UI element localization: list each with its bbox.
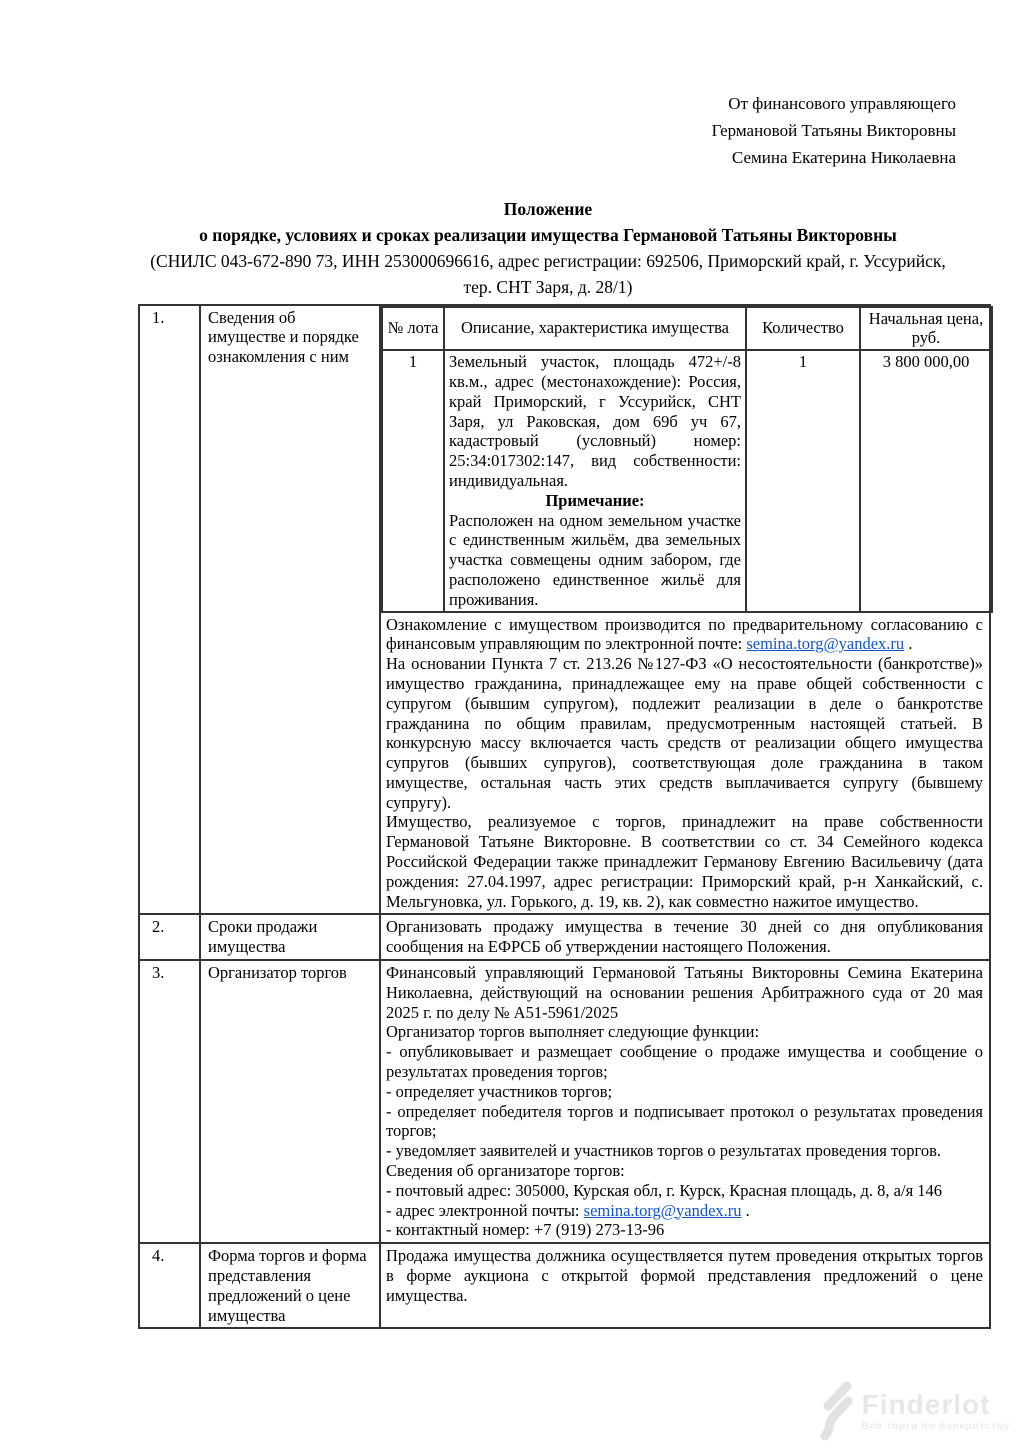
row-label-cell: Сведения об имуществе и порядке ознакомления с ним [200,305,380,915]
table-row [139,1243,990,1328]
row-number-cell: 2. [139,914,200,960]
row-content-cell [380,960,990,1243]
quantity-col-header: Количество [746,307,860,351]
lot-col-header: № лота [382,307,444,351]
addressee-block [138,0,958,172]
lot-data-row [382,350,992,611]
familiarization-text: Ознакомление с имуществом производится по предварительному согласованию с финансовым управляющим по электронной почте: [386,614,983,654]
debtor-details: (СНИЛС 043-672-890 73, ИНН 253000696616, адрес регистрации: 692506, Приморский край, г. Уссурийск, тер. СНТ Заря, д. 28/1) [150,251,946,298]
auction-form-text: Продажа имущества должника осуществляется путем проведения открытых торгов в форме аукциона с открытой формой представления предложений о цене имущества. [386,1246,983,1305]
email-item-end: . [741,1200,750,1220]
phone-item: - контактный номер: +7 (919) 273-13-96 [386,1220,665,1240]
finderlot-tagline-text: Все торги по банкротству [861,1419,1010,1432]
familiarization-paragraph [386,615,983,655]
finderlot-watermark [813,1380,1010,1442]
lot-header-row [382,307,992,351]
addressee-line: От финансового управляющего [728,94,956,113]
lot-quantity-cell: 1 [746,350,860,611]
row-number-cell: 1. [139,305,200,915]
row-content-cell [380,1243,990,1328]
email-item [386,1201,983,1221]
familiarization-text-end: . [904,634,913,654]
property-info-paragraphs [381,613,989,914]
lot-description-cell [444,350,746,611]
document-content [138,0,984,1329]
row-label-cell: Организатор торгов [200,960,380,1243]
addressee-line: Семина Екатерина Николаевна [731,148,956,168]
email-link[interactable]: semina.torg@yandex.ru [583,1200,742,1220]
description-col-header: Описание, характеристика имущества [444,307,746,351]
note-text: Расположен на одном земельном участке с единственным жильём, два земельных участка совмещены одним забором, где расположено единственное жильё для проживания. [449,510,741,609]
title-block [138,196,958,301]
row-number-cell: 3. [139,960,200,1243]
price-col-header: Начальная цена, руб. [860,307,992,351]
row-label-cell: Сроки продажи имущества [200,914,380,960]
provisions-table [138,304,991,1330]
note-title: Примечание: [545,490,645,510]
legal-basis-paragraph: На основании Пункта 7 ст. 213.26 №127-ФЗ «О несостоятельности (банкротстве)» имущество гражданина, принадлежащее ему на праве общей собственности с супругом (бывшим супругом), подлежит реализации в деле о банкротстве гражданина по общим правилам, предусмотренным настоящей статьей. В конкурсную массу включается часть средств от реализации общего имущества супругов (бывших супругов), соответствующая доле гражданина в таком имуществе, остальная часть этих средств выплачивается супругу (бывшему супругу). [386,654,983,812]
function-item: - определяет победителя торгов и подписывает протокол о результатах проведения торгов; [386,1101,983,1141]
lot-price-cell: 3 800 000,00 [860,350,992,611]
ownership-paragraph: Имущество, реализуемое с торгов, принадлежит на праве собственности Германовой Татьяне Викторовне. В соответствии со ст. 34 Семейного кодекса Российской Федерации также принадлежит Германову Евгению Васильевичу (дата рождения: 27.04.1997, адрес регистрации: Приморский край, р-н Ханкайский, с. Мельгуновка, ул. Горького, д. 19, кв. 2), как совместно нажитое имущество. [386,812,983,911]
row-number-cell: 4. [139,1243,200,1328]
function-item: - определяет участников торгов; [386,1081,613,1101]
document-subtitle-bold: о порядке, условиях и сроках реализации имущества Германовой Татьяны Викторовны [199,224,897,245]
table-row [139,914,990,960]
organizer-paragraph: Финансовый управляющий Германовой Татьяны Викторовны Семина Екатерина Николаевна, действующий на основании решения Арбитражного суда от 20 мая 2025 г. по делу № А51-5961/2025 [386,963,983,1022]
finderlot-brand-text: Finderlot [861,1388,991,1420]
email-item-label: - адрес электронной почты: [386,1200,584,1220]
function-item: - опубликовывает и размещает сообщение о продаже имущества и сообщение о результатах проведения торгов; [386,1042,983,1082]
organizer-details-heading: Сведения об организаторе торгов: [386,1161,625,1181]
functions-heading: Организатор торгов выполняет следующие функции: [386,1022,760,1042]
email-link[interactable]: semina.torg@yandex.ru [746,634,905,654]
function-item: - уведомляет заявителей и участников торгов о результатах проведения торгов. [386,1141,942,1161]
row-label-cell: Форма торгов и форма представления предложений о цене имущества [200,1243,380,1328]
finderlot-text-block [861,1388,1010,1432]
table-row [139,305,990,915]
document-title: Положение [503,198,593,219]
lot-description-text: Земельный участок, площадь 472+/-8 кв.м., адрес (местонахождение): Россия, край Приморский, г Уссурийск, СНТ Заря, ул Раковская, дом 69б уч 67, кадастровый (условный) номер: 25:34:017302:147, вид собственности: индивидуальная. [449,352,741,490]
postal-address-item: - почтовый адрес: 305000, Курская обл, г. Курск, Красная площадь, д. 8, а/я 146 [386,1180,943,1200]
row-content-cell [380,305,990,915]
sale-terms-text: Организовать продажу имущества в течение 30 дней со дня опубликования сообщения на ЕФРСБ об утверждении настоящего Положения. [386,917,983,957]
lot-number-cell: 1 [382,350,444,611]
addressee-line: Германовой Татьяны Викторовны [711,121,956,141]
lot-table [381,306,993,613]
row-content-cell [380,914,990,960]
finderlot-logo-icon [813,1380,855,1442]
table-row [139,960,990,1243]
